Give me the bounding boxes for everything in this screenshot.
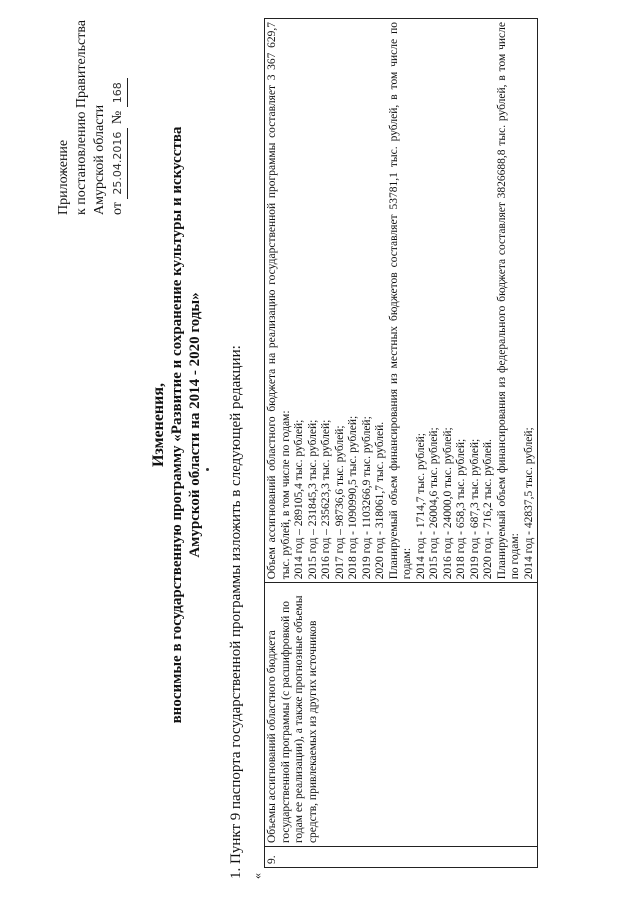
row-value <box>265 19 538 583</box>
regional-year: 2015 год – 231845,3 тыс. рублей; <box>306 419 319 580</box>
row-name: Объемы ассигнований областного бюджета государственной программы (с расшифровкой по годам ее реализации), а также прогнозные объемы средств, привлекаемых из других источников <box>265 583 538 847</box>
local-year: 2015 год - 26004,6 тыс. рублей; <box>428 427 440 580</box>
document-heading <box>150 65 204 785</box>
federal-year: 2014 год - 42837,5 тыс. рублей; <box>522 427 535 580</box>
open-quote: « <box>250 873 264 879</box>
appendix-line-decree: к постановлению Правительства <box>74 19 89 215</box>
local-year: 2020 год - 716,2 тыс. рублей. <box>482 439 494 580</box>
table-row <box>265 19 538 868</box>
regional-year: 2014 год – 289105,4 тыс. рублей; <box>293 419 305 580</box>
regional-intro: Объем ассигнований областного бюджета на реализацию государственной программы составляет 3 367 629,7 тыс. рублей, в том числе по годам: <box>266 22 292 580</box>
heading-line-1: Изменения, <box>150 382 167 468</box>
appendix-line-region: Амурской области <box>92 104 107 215</box>
intro-paragraph: 1. Пункт 9 паспорта государственной программы изложить в следующей редакции: <box>228 345 244 879</box>
row-number: 9. <box>265 847 538 868</box>
regional-year: 2016 год – 235623,3 тыс. рублей; <box>320 419 332 580</box>
local-year: 2014 год - 1714,7 тыс. рублей; <box>414 433 427 580</box>
appendix-title: Приложение <box>56 139 71 215</box>
decree-date: 25.04.2016 <box>109 128 128 199</box>
local-year: 2016 год - 24000,0 тыс. рублей; <box>441 427 454 580</box>
regional-year: 2020 год - 318061,7 тыс. рублей. <box>374 421 386 580</box>
heading-line-3: Амурской области на 2014 - 2020 годы» <box>187 292 203 558</box>
appendix-date-line <box>109 15 128 215</box>
local-intro: Планируемый объем финансирования из местных бюджетов составляет 53781,1 тыс. рублей, в том числе по годам: <box>387 22 413 580</box>
decree-number: 168 <box>109 78 128 107</box>
scan-speck <box>206 468 209 471</box>
regional-year: 2019 год - 1103266,9 тыс. рублей; <box>360 416 373 580</box>
regional-year: 2017 год – 98736,6 тыс. рублей; <box>333 425 346 580</box>
passport-table <box>264 18 538 868</box>
number-prefix: № <box>110 110 125 125</box>
regional-year: 2018 год - 1090990,5 тыс. рублей; <box>347 415 359 580</box>
local-year: 2019 год - 687,3 тыс. рублей; <box>468 438 481 580</box>
federal-intro: Планируемый объем финансирования из федерального бюджета составляет 3826688,8 тыс. рублей, в том числе по годам: <box>495 22 521 580</box>
local-year: 2018 год - 658,3 тыс. рублей; <box>455 438 467 580</box>
heading-line-2: вносимые в государственную программу «Развитие и сохранение культуры и искусства <box>169 126 185 724</box>
date-prefix: от <box>110 202 125 215</box>
appendix-block <box>55 15 128 215</box>
